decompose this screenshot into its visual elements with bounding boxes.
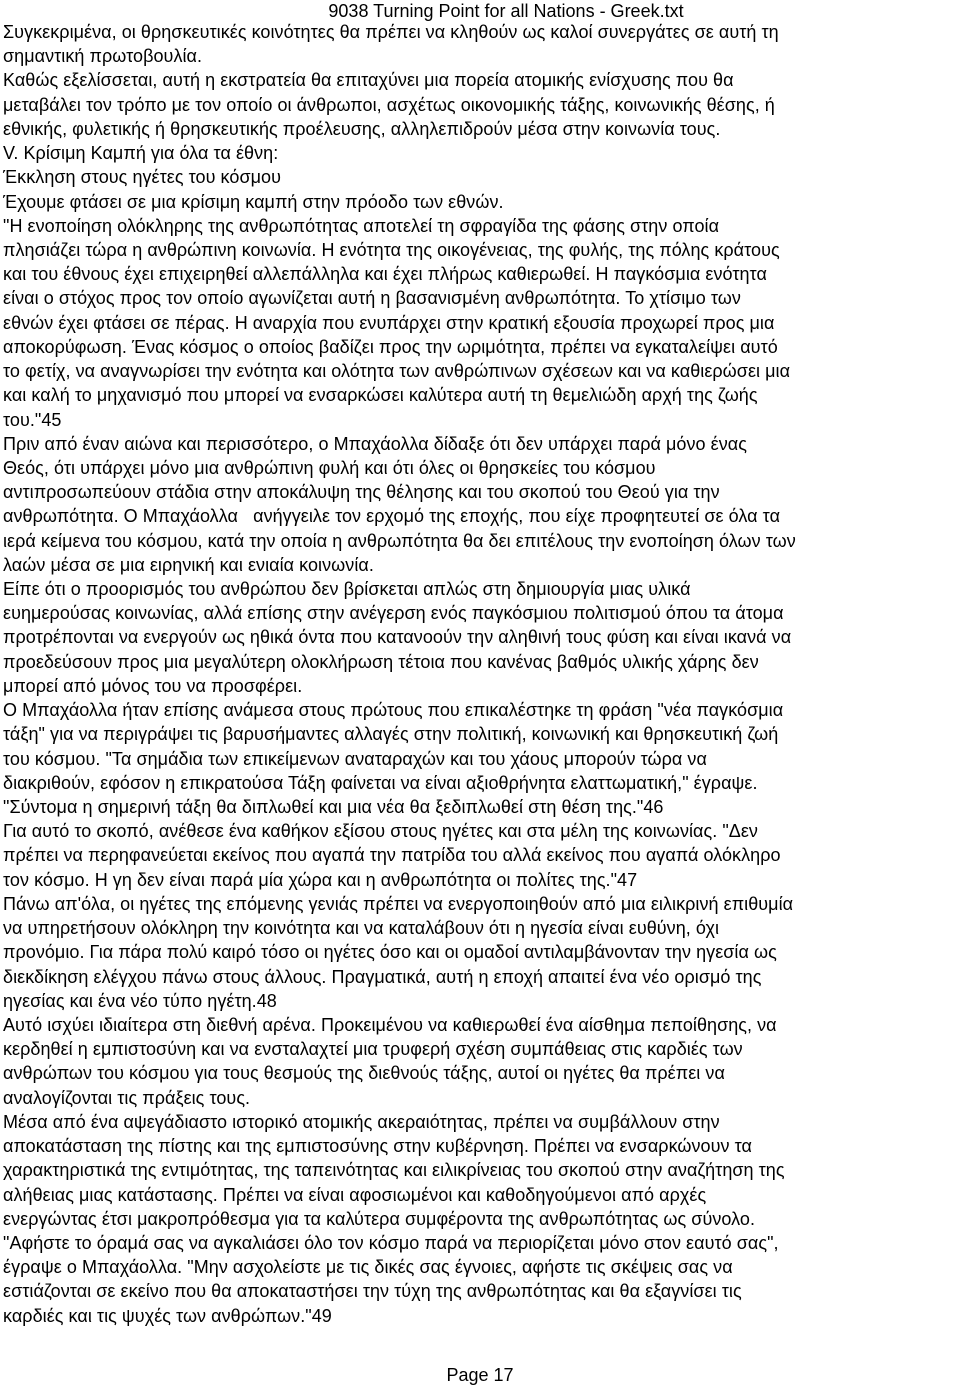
text-line: ανθρωπότητα. Ο Μπαχάολλα ανήγγειλε τον ερχομό της εποχής, που είχε προφητευτεί σε όλα τα [3, 506, 781, 527]
text-line: το φετίχ, να αναγνωρίσει την ενότητα και ολότητα των ανθρώπινων σχέσεων και να καθιερώσει μια [3, 361, 791, 382]
text-line: "Σύντομα η σημερινή τάξη θα διπλωθεί και μια νέα θα ξεδιπλωθεί στη θέση της."46 [3, 797, 664, 817]
document-body [3, 20, 953, 1328]
text-line: Μέσα από ένα αψεγάδιαστο ιστορικό ατομικής ακεραιότητας, πρέπει να συμβάλλουν στην [3, 1111, 720, 1132]
text-line: κερδηθεί η εμπιστοσύνη και να ενσταλαχτεί μια τρυφερή σχέση συμπάθειας στις καρδιές των [3, 1039, 743, 1060]
document-title: 9038 Turning Point for all Nations - Greek.txt [328, 1, 684, 21]
text-line: του κόσμου. "Τα σημάδια των επικείμενων αναταραχών και του χάους μπορούν τώρα να [3, 748, 707, 769]
text-line: και του έθνους έχει επιχειρηθεί αλλεπάλληλα και έχει πλήρως καθιερωθεί. Η παγκόσμια ενότητα [3, 264, 767, 285]
text-line: αποκατάσταση της πίστης και της εμπιστοσύνης στην κυβέρνηση. Πρέπει να ενσαρκώνουν τα [3, 1136, 752, 1157]
text-line: Θεός, ότι υπάρχει μόνο μια ανθρώπινη φυλή και ότι όλες οι θρησκείες του κόσμου [3, 457, 656, 478]
text-line: του."45 [3, 409, 62, 430]
text-line: αλήθειας μιας κατάστασης. Πρέπει να είναι αφοσιωμένοι και καθοδηγούμενοι από αρχές [3, 1184, 707, 1205]
text-line: Είπε ότι ο προορισμός του ανθρώπου δεν βρίσκεται απλώς στη δημιουργία μιας υλικά [3, 579, 691, 600]
text-line: προεδεύσουν προς μια μεγαλύτερη ολοκλήρωση τέτοια που κανένας βαθμός υλικής χάρης δεν [3, 651, 759, 672]
text-line: Ο Μπαχάολλα ήταν επίσης ανάμεσα στους πρώτους που επικαλέστηκε τη φράση "νέα παγκόσμια [3, 700, 784, 721]
text-line: μεταβάλει τον τρόπο με τον οποίο οι άνθρωποι, ασχέτως οικονομικής τάξης, κοινωνικής θέσης, ή [3, 94, 775, 115]
text-line: Συγκεκριμένα, οι θρησκευτικές κοινότητες θα πρέπει να κληθούν ως καλοί συνεργάτες σε αυτή τη [3, 22, 779, 42]
text-line: πρέπει να περηφανεύεται εκείνος που αγαπά την πατρίδα του αλλά εκείνος που αγαπά ολόκληρο [3, 845, 781, 866]
text-line: ιερά κείμενα του κόσμου, κατά την οποία η ανθρωπότητα θα δει επιτέλους την ενοποίηση όλων των [3, 530, 796, 551]
text-line: λαών μέσα σε μια ειρηνική και ενιαία κοινωνία. [3, 554, 374, 575]
text-line: να υπηρετήσουν ολόκληρη την κοινότητα και να καταλάβουν ότι η ηγεσία είναι ευθύνη, όχι [3, 918, 720, 939]
text-line: είναι ο στόχος προς τον οποίο αγωνίζεται αυτή η βασανισμένη ανθρωπότητα. Το χτίσιμο των [3, 288, 741, 309]
text-line: "Η ενοποίηση ολόκληρης της ανθρωπότητας αποτελεί τη σφραγίδα της φάσης στην οποία [3, 215, 720, 236]
text-line: Για αυτό το σκοπό, ανέθεσε ένα καθήκον εξίσου στους ηγέτες και στα μέλη της κοινωνίας. "Δεν [3, 821, 758, 842]
text-line: διεκδίκηση ελέγχου πάνω στους άλλους. Πραγματικά, αυτή η εποχή απαιτεί ένα νέο ορισμό της [3, 966, 762, 987]
text-line: εθνικής, φυλετικής ή θρησκευτικής προέλευσης, αλληλεπιδρούν μέσα στην κοινωνία τους. [3, 118, 721, 139]
text-line: ηγεσίας και ένα νέο τύπο ηγέτη.48 [3, 990, 277, 1011]
text-line: τάξη" για να περιγράψει τις βαρυσήμαντες αλλαγές στην πολιτική, κοινωνική και θρησκευτική ζωή [3, 724, 779, 745]
text-line: μπορεί από μόνος του να προσφέρει. [3, 675, 303, 696]
text-line: προνόμιο. Για πάρα πολύ καιρό τόσο οι ηγέτες όσο και οι ομαδοί αντιλαμβάνονταν την ηγεσία ως [3, 942, 777, 963]
text-line: Έχουμε φτάσει σε μια κρίσιμη καμπή στην πρόοδο των εθνών. [3, 191, 504, 212]
text-line: καρδιές και τις ψυχές των ανθρώπων."49 [3, 1305, 332, 1326]
text-line: αποκορύφωση. Ένας κόσμος ο οποίος βαδίζει προς την ωριμότητα, πρέπει να εγκαταλείψει αυτό [3, 336, 778, 357]
text-line: και καλή το μηχανισμό που μπορεί να ενσαρκώσει καλύτερα αυτή τη θεμελιώδη αρχή της ζωής [3, 385, 758, 406]
text-line: Πριν από έναν αιώνα και περισσότερο, ο Μπαχάολλα δίδαξε ότι δεν υπάρχει παρά μόνο ένας [3, 433, 747, 454]
text-line: Πάνω απ'όλα, οι ηγέτες της επόμενης γενιάς πρέπει να ενεργοποιηθούν από μια ειλικρινή επιθυμία [3, 893, 794, 914]
text-line: ανθρώπων του κόσμου για τους θεσμούς της διεθνούς τάξης, αυτοί οι ηγέτες θα πρέπει να [3, 1063, 725, 1084]
text-line: εστιάζονται σε εκείνο που θα αποκαταστήσει την τύχη της ανθρωπότητας και θα εξαγνίσει τις [3, 1281, 742, 1302]
text-line: ενεργώντας έτσι μακροπρόθεσμα για τα καλύτερα συμφέροντα της ανθρωπότητας ως σύνολο. [3, 1208, 755, 1229]
text-line: διακριθούν, εφόσον η επικρατούσα Τάξη φαίνεται να είναι αξιοθρήνητα ελαττωματική," έγραψε. [3, 772, 758, 793]
text-line: έγραψε ο Μπαχάολλα. "Μην ασχολείστε με τις δικές σας έγνοιες, αφήστε τις σκέψεις σας να [3, 1257, 733, 1278]
text-line: Έκκληση στους ηγέτες του κόσμου [3, 167, 281, 188]
text-line: πλησιάζει τώρα η ανθρώπινη κοινωνία. Η ενότητα της οικογένειας, της φυλής, της πόλης κράτους [3, 239, 780, 260]
text-line: ευημερούσας κοινωνίας, αλλά επίσης στην ανέγερση ενός παγκόσμιου πολιτισμού όπου τα άτομα [3, 603, 784, 624]
text-line: σημαντική πρωτοβουλία. [3, 46, 203, 67]
text-line: αναλογίζονται τις πράξεις τους. [3, 1087, 251, 1108]
text-line: εθνών έχει φτάσει σε πέρας. Η αναρχία που ενυπάρχει στην κρατική εξουσία προχωρεί προς μια [3, 312, 775, 333]
text-line: Αυτό ισχύει ιδιαίτερα στη διεθνή αρένα. Προκειμένου να καθιερωθεί ένα αίσθημα πεποίθησης, να [3, 1014, 777, 1035]
text-line: Καθώς εξελίσσεται, αυτή η εκστρατεία θα επιταχύνει μια πορεία ατομικής ενίσχυσης που θα [3, 70, 734, 91]
text-line: V. Κρίσιμη Καμπή για όλα τα έθνη: [3, 143, 279, 164]
text-line: "Αφήστε το όραμά σας να αγκαλιάσει όλο τον κόσμο παρά να περιορίζεται μόνο στον εαυτό σας", [3, 1232, 779, 1253]
text-line: χαρακτηριστικά της εντιμότητας, της ταπεινότητας και ειλικρίνειας του σκοπού στην αναζήτηση της [3, 1160, 785, 1181]
text-line: προτρέπονται να ενεργούν ως ηθικά όντα που κατανοούν την αληθινή τους φύση και είναι ικανά να [3, 627, 792, 648]
text-line: τον κόσμο. Η γη δεν είναι παρά μία χώρα και η ανθρωπότητα οι πολίτες της."47 [3, 869, 638, 890]
page-number: Page 17 [446, 1365, 514, 1385]
text-line: αντιπροσωπεύουν στάδια στην αποκάλυψη της θέλησης και του σκοπού του Θεού για την [3, 482, 720, 503]
